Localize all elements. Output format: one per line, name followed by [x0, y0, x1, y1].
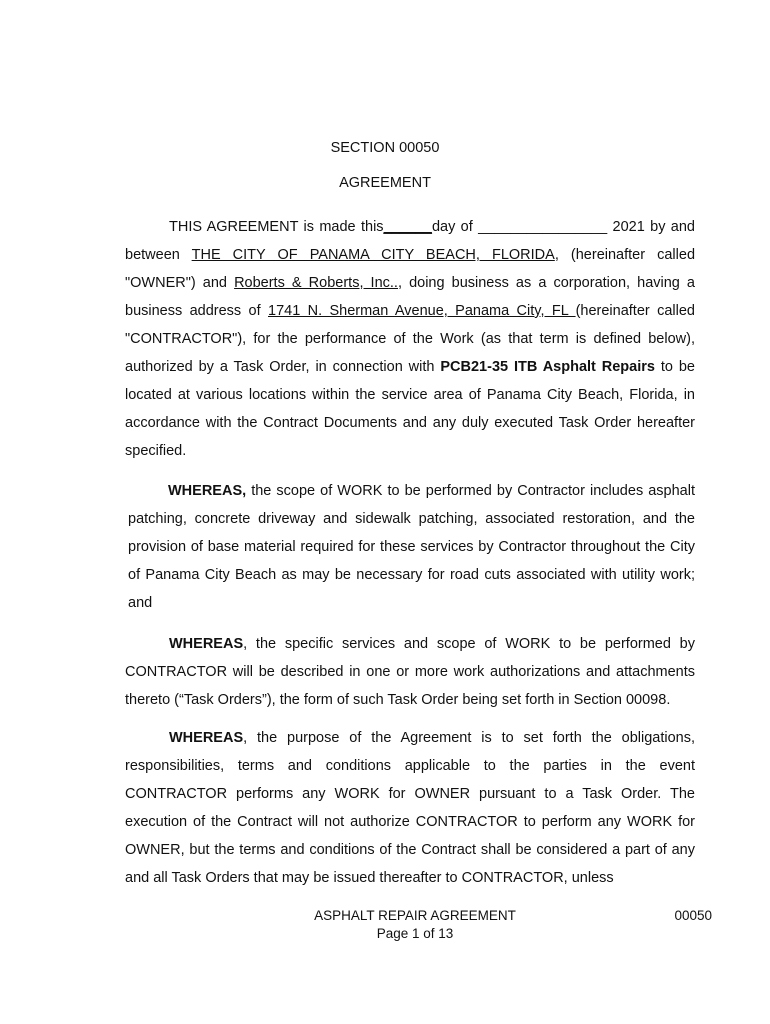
intro-text-7: to be located at various locations within the service area of Panama City Beach, Florida, in accordance with the Contract Documents and any duly executed Task Order hereafter specified.	[125, 359, 695, 459]
intro-paragraph	[125, 213, 695, 465]
day-blank: ______	[383, 219, 432, 235]
whereas-text: , the purpose of the Agreement is to set forth the obligations, responsibilities, terms and conditions applicable to the parties in the event CONTRACTOR performs any WORK for OWNER pursuant to a Task Order. The execution of the Contract will not authorize CONTRACTOR to perform any WORK for OWNER, but the terms and conditions of the Contract shall be considered a part of any and all Task Orders that may be issued thereafter to CONTRACTOR, unless	[125, 730, 695, 886]
whereas-paragraph-2	[125, 630, 695, 714]
whereas-text: the scope of WORK to be performed by Contractor includes asphalt patching, concrete driveway and sidewalk patching, associated restoration, and the provision of base material required for these services by Contractor throughout the City of Panama City Beach as may be necessary for road cuts associated with utility work; and	[128, 483, 695, 611]
owner-name: THE CITY OF PANAMA CITY BEACH, FLORIDA	[191, 247, 555, 263]
month-blank: ________________	[478, 219, 608, 235]
section-heading: SECTION 00050	[330, 140, 440, 156]
intro-text-3: 2021 by and between	[125, 219, 695, 263]
page-title: AGREEMENT	[339, 175, 431, 191]
contractor-address: 1741 N. Sherman Avenue, Panama City, FL	[268, 303, 576, 319]
footer-section-number: 00050	[674, 908, 712, 923]
intro-text-5: doing business as a corporation, having a business address of	[125, 275, 695, 319]
intro-text-6: (hereinafter called "CONTRACTOR"), for the performance of the Work (as that term is defined below), authorized by a Task Order, in connection with	[125, 303, 695, 375]
intro-text-2: day of	[431, 219, 479, 235]
whereas-lead: WHEREAS,	[168, 483, 247, 499]
contractor-name: Roberts & Roberts, Inc..,	[234, 275, 402, 291]
whereas-lead: WHEREAS	[169, 730, 244, 746]
footer-title: ASPHALT REPAIR AGREEMENT	[314, 908, 516, 923]
intro-text-4: , (hereinafter called "OWNER") and	[125, 247, 696, 291]
page-number: Page 1 of 13	[376, 926, 454, 941]
whereas-lead: WHEREAS	[169, 636, 244, 652]
whereas-paragraph-1	[128, 477, 695, 617]
project-name: PCB21-35 ITB Asphalt Repairs	[440, 359, 655, 375]
whereas-text: , the specific services and scope of WORK to be performed by CONTRACTOR will be described in one or more work authorizations and attachments thereto (“Task Orders”), the form of such Task Order being set forth in Section 00098.	[125, 636, 695, 708]
intro-text-1: THIS AGREEMENT is made this	[169, 219, 384, 235]
whereas-paragraph-3	[125, 724, 695, 892]
